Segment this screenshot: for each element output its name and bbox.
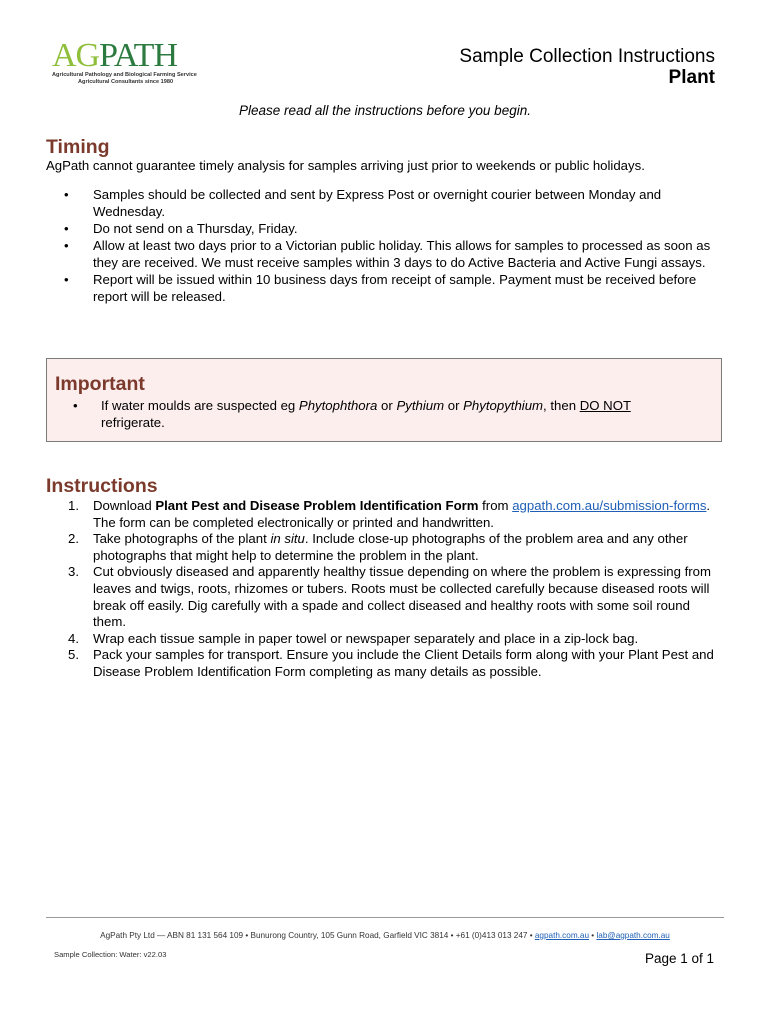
timing-intro: AgPath cannot guarantee timely analysis for samples arriving just prior to weekends or public holidays. <box>46 158 645 173</box>
page-number: Page 1 of 1 <box>644 951 714 966</box>
list-item: 4. Wrap each tissue sample in paper towel or newspaper separately and place in a zip-lock bag. <box>68 630 639 646</box>
list-item: • If water moulds are suspected eg Phytophthora or Pythium or Phytopythium, then DO NOT refrigerate. <box>55 397 695 431</box>
logo-tagline-2: Agricultural Consultants since 1980 <box>78 79 174 85</box>
document-title: Sample Collection Instructions <box>459 46 715 67</box>
instructions-heading: Instructions <box>46 475 158 497</box>
timing-list <box>46 186 726 305</box>
list-item: 1. Download Plant Pest and Disease Problem Identification Form from agpath.com.au/submission-forms. The form can be completed electronically or printed and handwritten. <box>68 498 711 530</box>
intro-note: Please read all the instructions before you begin. <box>239 103 531 118</box>
logo-tagline: Agricultural Pathology and Biological Farming Service <box>52 72 197 78</box>
list-item: • Allow at least two days prior to a Victorian public holiday. This allows for samples to processed as soon as they are received. We must receive samples within 3 days to do Active Bacteria and Active Fungi assays. <box>46 237 726 271</box>
important-callout <box>46 358 722 442</box>
footer-divider <box>46 917 724 918</box>
list-item: 5. Pack your samples for transport. Ensure you include the Client Details form along with your Plant Pest and Disease Problem Identification Form completing as many details as possible. <box>68 647 714 679</box>
instructions-list <box>46 498 726 681</box>
website-link[interactable]: agpath.com.au <box>534 931 590 940</box>
list-item: • Report will be issued within 10 business days from receipt of sample. Payment must be received before report will be released. <box>46 271 726 305</box>
list-item: • Do not send on a Thursday, Friday. <box>46 220 726 237</box>
list-item: • Samples should be collected and sent by Express Post or overnight courier between Monday and Wednesday. <box>46 186 726 220</box>
footer-contact: AgPath Pty Ltd — ABN 81 131 564 109 • Bunurong Country, 105 Gunn Road, Garfield VIC 3814 • +61 (0)413 013 247 • agpath.com.au • lab@agpath.com.au <box>100 931 670 940</box>
document-subtitle: Plant <box>668 67 715 88</box>
timing-heading: Timing <box>46 136 110 158</box>
logo-wordmark: AGPATH <box>52 37 178 74</box>
document-version: Sample Collection: Water: v22.03 <box>54 950 167 959</box>
list-item: 3. Cut obviously diseased and apparently healthy tissue depending on where the problem is expressing from leaves and twigs, roots, rhizomes or tubers. Roots must be collected carefully because diseased roots will break off easily. Dig carefully with a spade and collect diseased and healthy roots with some soil round them. <box>68 564 711 630</box>
submission-forms-link[interactable]: agpath.com.au/submission-forms <box>512 498 707 513</box>
list-item: 2. Take photographs of the plant in situ. Include close-up photographs of the problem area and any other photographs that might help to determine the problem in the plant. <box>68 531 688 563</box>
agpath-logo <box>52 37 197 90</box>
email-link[interactable]: lab@agpath.com.au <box>596 931 670 940</box>
important-list <box>55 397 695 431</box>
important-heading: Important <box>55 373 145 395</box>
do-not-emphasis: DO NOT <box>579 398 631 413</box>
